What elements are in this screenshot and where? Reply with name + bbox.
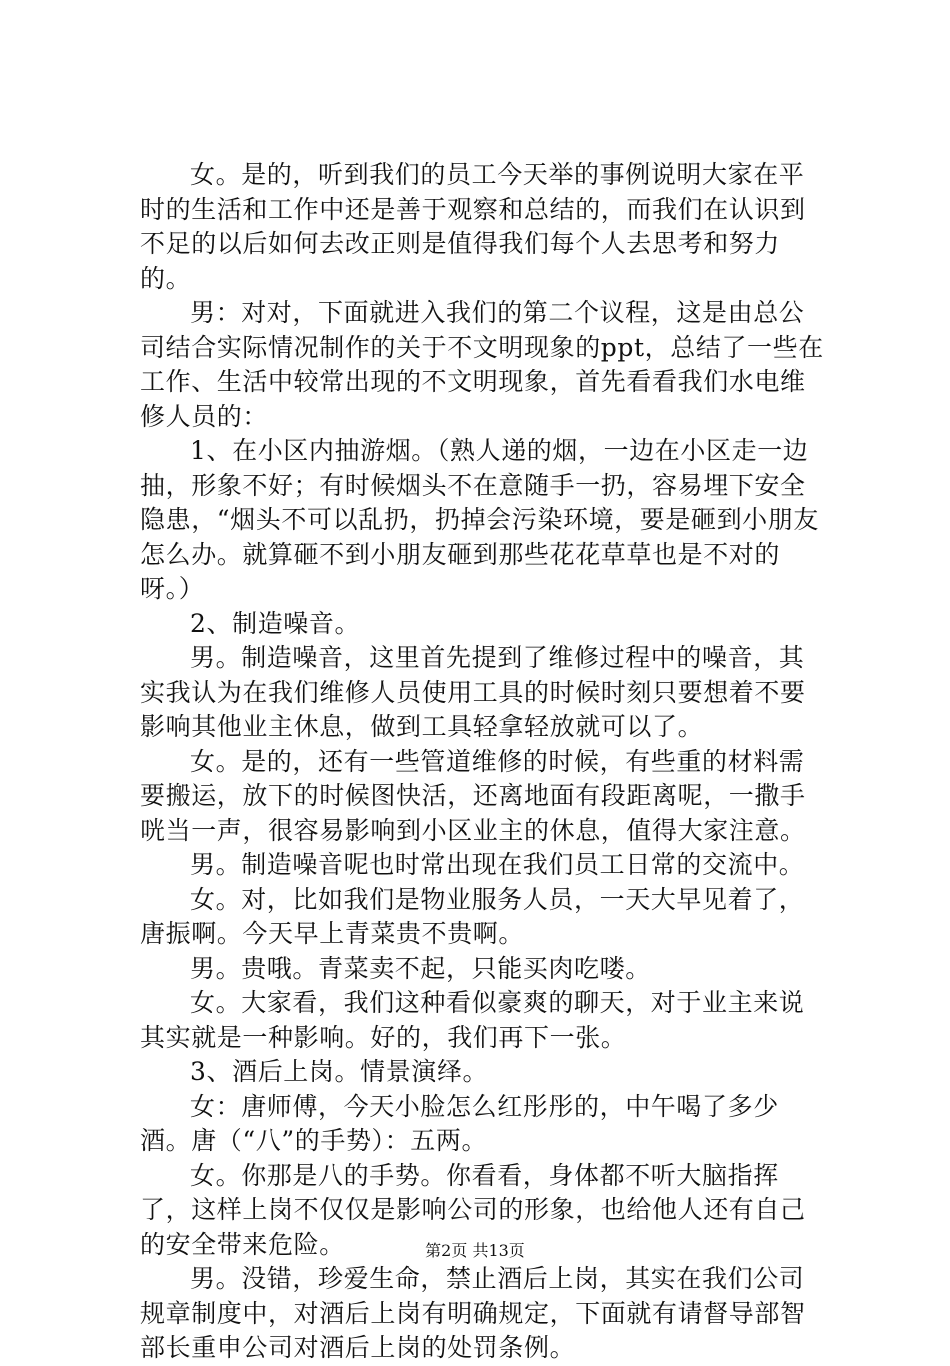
document-body	[140, 158, 826, 1366]
paragraph: 女。你那是八的手势。你看看，身体都不听大脑指挥了，这样上岗不仅仅是影响公司的形象，也给他人还有自己的安全带来危险。	[140, 1160, 806, 1259]
paragraph: 女。对，比如我们是物业服务人员，一天大早见着了，唐振啊。今天早上青菜贵不贵啊。	[140, 884, 805, 948]
paragraph: 男。制造噪音，这里首先提到了维修过程中的噪音，其实我认为在我们维修人员使用工具的时候时刻只要想着不要影响其他业主休息，做到工具轻拿轻放就可以了。	[140, 643, 806, 741]
page-footer: 第2页 共13页	[425, 1241, 525, 1260]
paragraph: 3、酒后上岗。情景演绎。	[190, 1057, 489, 1086]
paragraph: 女。是的，听到我们的员工今天举的事例说明大家在平时的生活和工作中还是善于观察和总结的，而我们在认识到不足的以后如何去改正则是值得我们每个人去思考和努力的。	[140, 160, 806, 293]
paragraph: 女：唐师傅，今天小脸怎么红彤彤的，中午喝了多少酒。唐（“八”的手势）：五两。	[140, 1091, 779, 1155]
paragraph: 男：对对，下面就进入我们的第二个议程，这是由总公司结合实际情况制作的关于不文明现象的ppt，总结了一些在工作、生活中较常出现的不文明现象，首先看看我们水电维修人员的：	[140, 298, 824, 431]
paragraph: 女。是的，还有一些管道维修的时候，有些重的材料需要搬运，放下的时候图快活，还离地面有段距离呢，一撒手咣当一声，很容易影响到小区业主的休息，值得大家注意。	[140, 746, 806, 845]
paragraph: 2、制造噪音。	[190, 608, 361, 638]
paragraph: 女。大家看，我们这种看似豪爽的聊天，对于业主来说其实就是一种影响。好的，我们再下一张。	[140, 988, 805, 1052]
paragraph: 男。没错，珍爱生命，禁止酒后上岗，其实在我们公司规章制度中，对酒后上岗有明确规定，下面就有请督导部智部长重申公司对酒后上岗的处罚条例。	[140, 1264, 806, 1362]
paragraph: 男。贵哦。青菜卖不起，只能买肉吃喽。	[190, 953, 651, 983]
paragraph: 1、在小区内抽游烟。（熟人递的烟，一边在小区走一边抽，形象不好；有时候烟头不在意随手一扔，容易埋下安全隐患，“烟头不可以乱扔，扔掉会污染环境，要是砸到小朋友怎么办。就算砸不到小朋友砸到那些花花草草也是不对的呀。）	[140, 436, 819, 603]
paragraph: 男。制造噪音呢也时常出现在我们员工日常的交流中。	[190, 850, 805, 879]
